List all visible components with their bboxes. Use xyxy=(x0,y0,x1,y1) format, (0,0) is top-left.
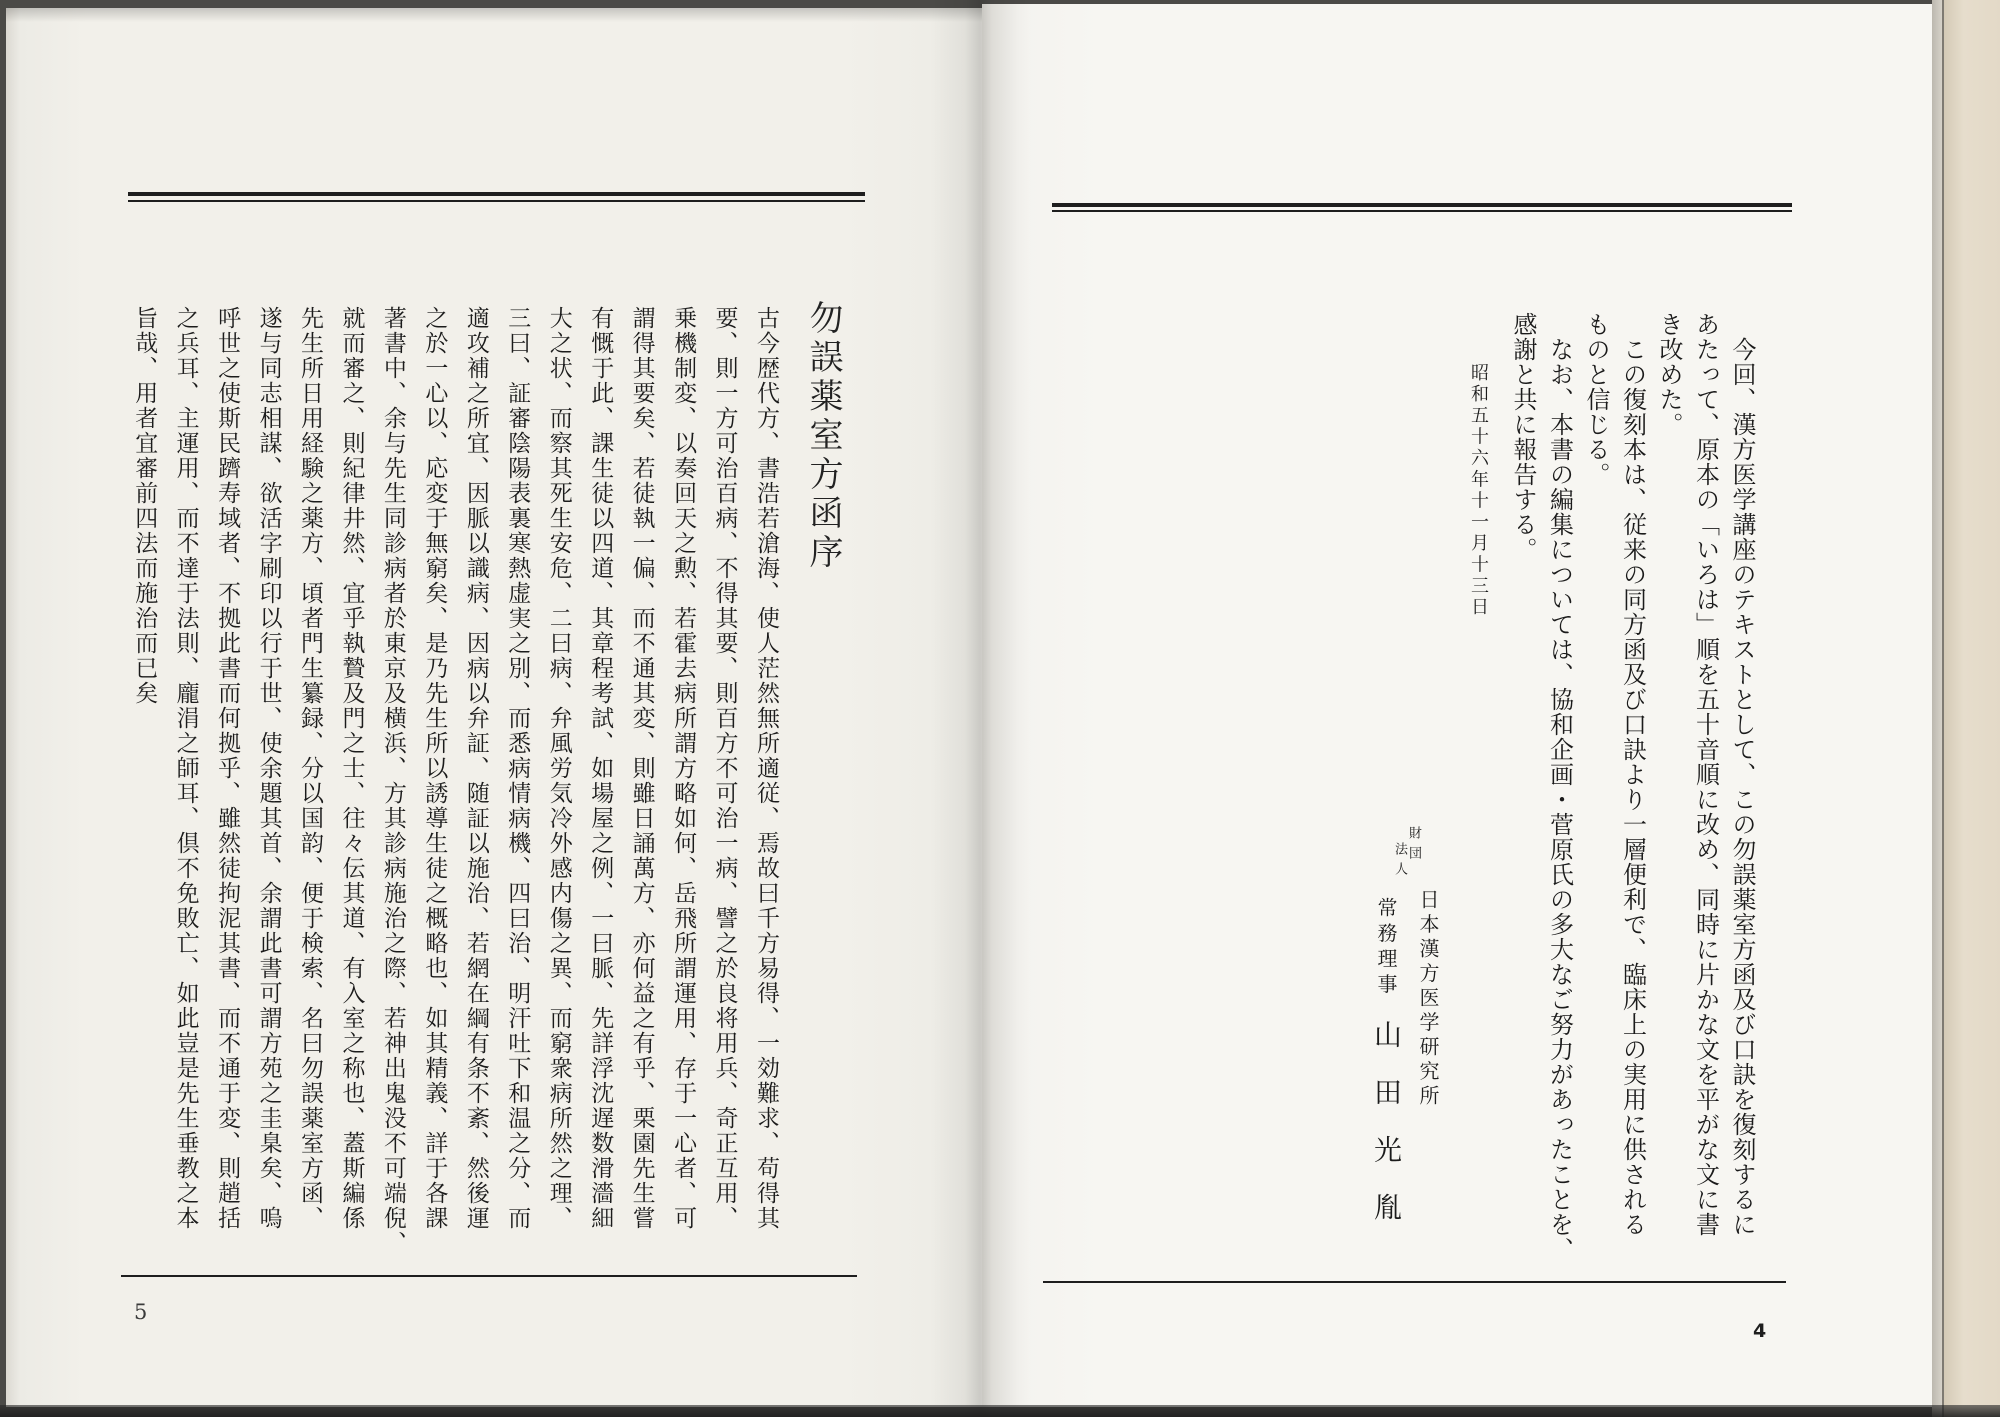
text-column: 旨哉、用者宜審前四法而施治而已矣 xyxy=(131,306,158,706)
text-column: 之兵耳、主運用、而不達于法則、龐涓之師耳、倶不免敗亡、如此豈是先生垂教之本 xyxy=(172,306,199,1231)
org-prefix: 法人 xyxy=(1392,842,1407,882)
text-column: 要、則一方可治百病、不得其要、則百方不可治一病、譬之於良将用兵、奇正互用、 xyxy=(711,306,738,1231)
scan-bottom-edge xyxy=(0,1405,2000,1417)
gutter-shadow xyxy=(930,0,1030,1417)
text-line: この復刻本は、従来の同方函及び口訣より一層便利で、臨床上の実用に供される xyxy=(1618,337,1647,1237)
text-line: 今回、漢方医学講座のテキストとして、この勿誤薬室方函及び口訣を復刻するに xyxy=(1728,337,1756,1237)
text-column: 先生所日用経験之薬方、頃者門生纂録、分以国韵、便于検索、名曰勿誤薬室方函、 xyxy=(297,306,324,1231)
left-page-top-shadow xyxy=(6,8,982,22)
text-column: 呼世之使斯民躋寿域者、不拠此書而何拠乎、雖然徒拘泥其書、而不通于変、則趙括 xyxy=(214,306,241,1231)
text-column: 古今歴代方、書浩若滄海、使人茫然無所適従、焉故曰千方易得、一効難求、苟得其 xyxy=(753,306,779,1231)
text-line: 感謝と共に報告する。 xyxy=(1509,312,1537,562)
right-page xyxy=(982,4,1932,1407)
top-rule-thick xyxy=(128,192,865,196)
org-name: 日本漢方医学研究所 xyxy=(1416,889,1440,1110)
top-rule-thin xyxy=(1052,210,1792,212)
book-cover-edge xyxy=(1942,0,2000,1417)
bottom-rule xyxy=(121,1275,857,1277)
text-column: 大之状、而察其死生安危、二曰病、弁風労気冷外感内傷之異、而窮衆病所然之理、 xyxy=(545,306,572,1231)
page-number: 4 xyxy=(1753,1320,1767,1342)
preface-body xyxy=(122,306,786,1256)
text-column: 三曰、証審陰陽表裏寒熱虚実之別、而悉病情病機、四曰治、明汗吐下和温之分、而 xyxy=(504,306,531,1231)
text-column: 就而審之、則紀律井然、宜乎執贄及門之士、往々伝其道、有入室之称也、蓋斯編係 xyxy=(338,306,365,1231)
text-column: 乗機制変、以奏回天之勲、若霍去病所謂方略如何、岳飛所謂運用、存于一心者、可 xyxy=(670,306,697,1231)
text-column: 適攻補之所宜、因脈以識病、因病以弁証、随証以施治、若網在綱有条不紊、然後運 xyxy=(462,306,489,1231)
text-column: 謂得其要矣、若徒執一偏、而不通其変、則雖日誦萬方、亦何益之有乎、栗園先生嘗 xyxy=(628,306,655,1231)
text-line: ものと信じる。 xyxy=(1582,312,1610,487)
page-title: 勿誤薬室方函序 xyxy=(803,300,843,573)
top-rule-thick xyxy=(1052,203,1792,207)
top-rule-thin xyxy=(128,200,865,202)
org-prefix: 財団 xyxy=(1406,826,1421,866)
text-column: 著書中、余与先生同診病者於東京及横浜、方其診病施治之際、若神出鬼没不可端倪、 xyxy=(379,306,406,1256)
text-line: あたって、原本の「いろは」順を五十音順に改め、同時に片かな文を平がな文に書 xyxy=(1691,312,1720,1237)
text-column: 有慨于此、課生徒以四道、其章程考試、如場屋之例、一曰脈、先詳浮沈遅数滑濇細 xyxy=(587,306,614,1231)
signatory-title: 常務理事 xyxy=(1374,897,1398,999)
page-stack-edge xyxy=(1932,0,1942,1417)
text-column: 遂与同志相謀、欲活字刷印以行于世、使余題其首、余謂此書可謂方苑之圭臬矣、嗚 xyxy=(255,306,282,1231)
page-number: 5 xyxy=(134,1300,148,1324)
text-line: き改めた。 xyxy=(1655,312,1683,437)
text-column: 之於一心以、応変于無窮矣、是乃先生所以誘導生徒之概略也、如其精義、詳于各課 xyxy=(421,306,448,1231)
text-line: なお、本書の編集については、協和企画・菅原氏の多大なご努力があったことを、 xyxy=(1545,337,1574,1262)
signatory-name: 山田光胤 xyxy=(1370,1020,1403,1250)
date-line: 昭和五十六年十一月十三日 xyxy=(1468,363,1489,619)
note-body xyxy=(1504,312,1760,1282)
